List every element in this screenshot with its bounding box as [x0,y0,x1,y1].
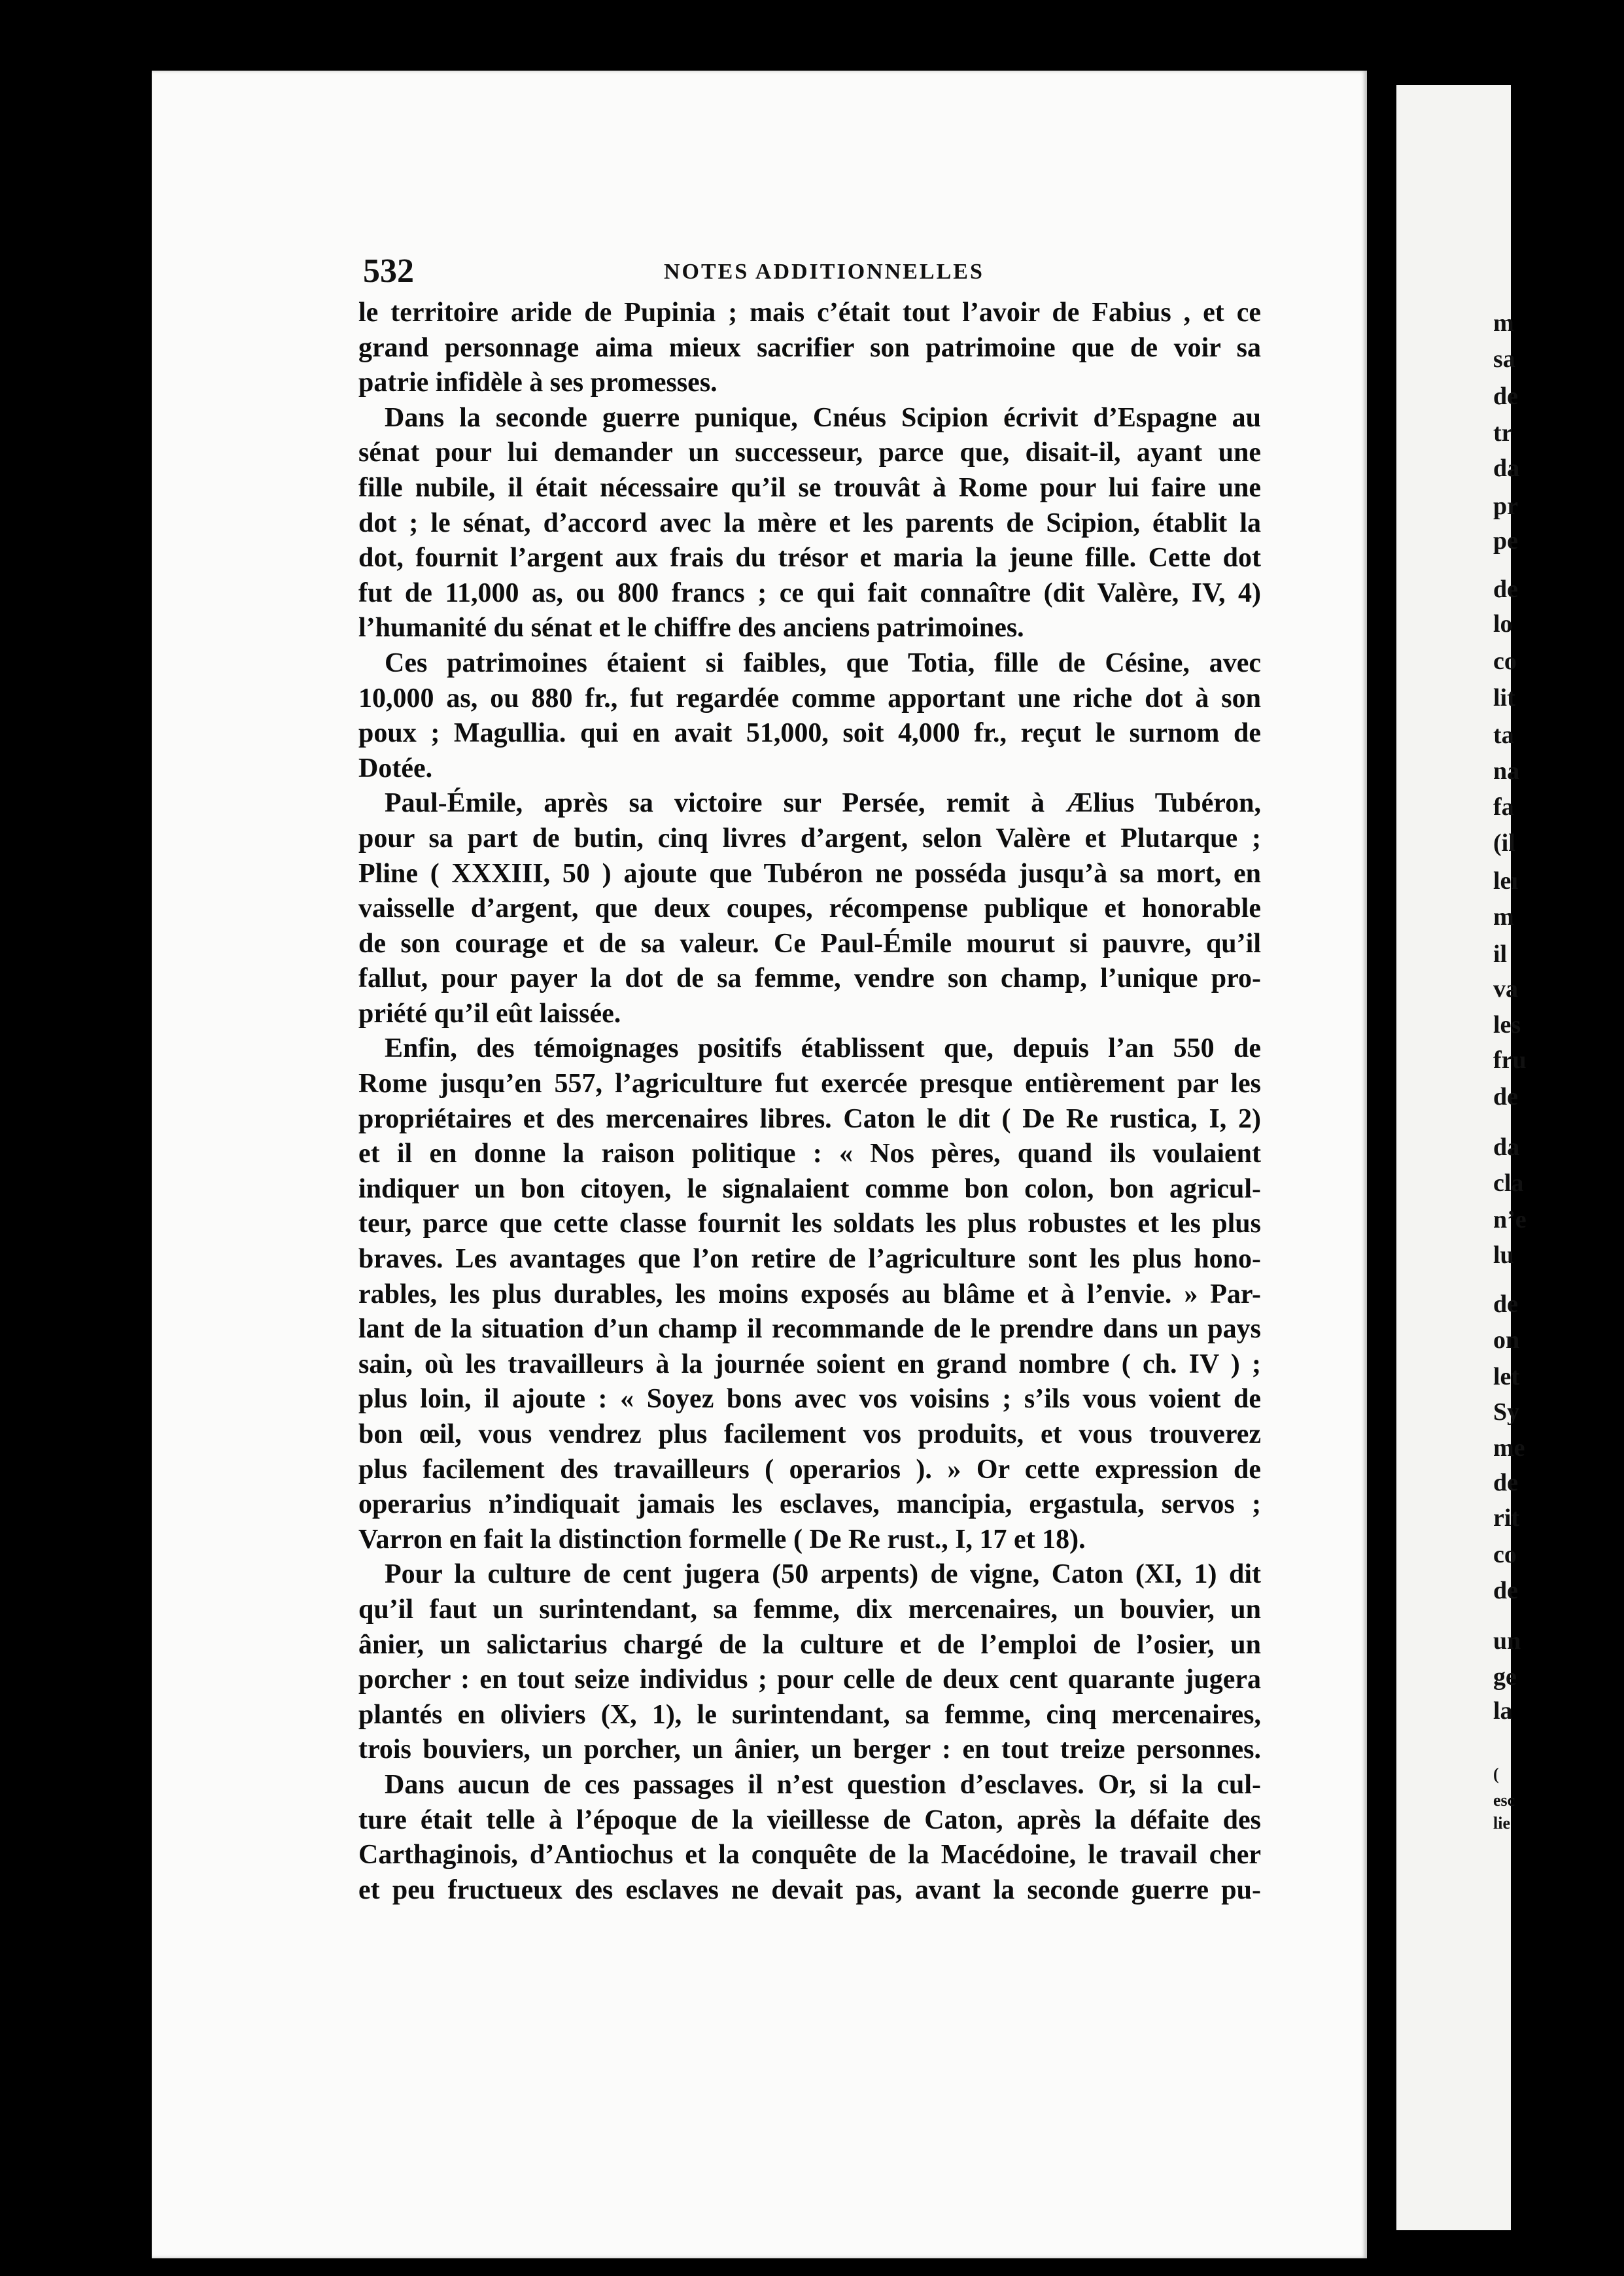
adjacent-page-fragment: de [1493,1290,1518,1318]
adjacent-page-fragment: (il [1493,829,1515,857]
adjacent-page-fragment: de [1493,1083,1518,1111]
text-line: propriétaires et des mercenaires libres. Caton le dit ( De Re rustica, I, 2) [358,1103,1261,1134]
text-line: plus facilement des travailleurs ( operarios ). » Or cette expression de [358,1454,1261,1485]
text-line: Pour la culture de cent jugera (50 arpents) de vigne, Caton (XI, 1) dit [385,1559,1261,1590]
text-line: ânier, un salictarius chargé de la culture et de l’emploi de l’osier, un [358,1629,1261,1660]
text-line: bon œil, vous vendrez plus facilement vos produits, et vous trouverez [358,1419,1261,1449]
adjacent-page-fragment: les [1493,1011,1521,1039]
adjacent-page-edge [1396,85,1527,2230]
adjacent-page-fragment: m [1493,309,1514,337]
text-line: Rome jusqu’en 557, l’agriculture fut exercée presque entièrement par les [358,1069,1261,1099]
text-line: porcher : en tout seize individus ; pour celle de deux cent quarante jugera [358,1664,1261,1695]
adjacent-page-fragment: let [1493,1363,1520,1390]
text-line: teur, parce que cette classe fournit les soldats les plus robustes et les plus [358,1209,1261,1239]
adjacent-page-fragment: da [1493,455,1520,482]
adjacent-page-fragment: cla [1493,1169,1524,1197]
adjacent-page-fragment: co [1493,1541,1517,1568]
adjacent-page-fragment: de [1493,576,1518,603]
adjacent-page-fragment: tr [1493,419,1513,447]
text-line: 10,000 as, ou 880 fr., fut regardée comme apportant une riche dot à son [358,683,1261,714]
adjacent-page-fragment: de [1493,1577,1518,1604]
adjacent-page-fragment: ta [1493,721,1514,749]
adjacent-page-fragment: co [1493,647,1517,675]
adjacent-page-fragment: lo [1493,610,1513,638]
running-title: NOTES ADDITIONNELLES [664,260,984,284]
adjacent-page-fragment: on [1493,1326,1520,1354]
text-line: de son courage et de sa valeur. Ce Paul-Émile mourut si pauvre, qu’il [358,928,1261,959]
adjacent-page-fragment: ( [1493,1765,1499,1784]
text-line: fut de 11,000 as, ou 800 francs ; ce qui fait connaître (dit Valère, IV, 4) [358,578,1261,608]
text-line: vaisselle d’argent, que deux coupes, récompense publique et honorable [358,893,1261,924]
text-line: qu’il faut un surintendant, sa femme, dix mercenaires, un bouvier, un [358,1594,1261,1625]
text-line: priété qu’il eût laissée. [358,998,621,1029]
text-line: plantés en oliviers (X, 1), le surintendant, sa femme, cinq mercenaires, [358,1699,1261,1730]
text-line: fallut, pour payer la dot de sa femme, vendre son champ, l’unique pro- [358,963,1261,994]
text-line: pour sa part de butin, cinq livres d’argent, selon Valère et Plutarque ; [358,823,1261,854]
text-line: sain, où les travailleurs à la journée soient en grand nombre ( ch. IV ) ; [358,1349,1261,1379]
text-line: sénat pour lui demander un successeur, parce que, disait-il, ayant une [358,438,1261,468]
text-line: Dotée. [358,753,433,784]
text-line: dot, fournit l’argent aux frais du trésor et maria la jeune fille. Cette dot [358,543,1261,574]
text-line: plus loin, il ajoute : « Soyez bons avec vos voisins ; s’ils vous voient de [358,1384,1261,1415]
adjacent-page-fragment: pr [1493,492,1518,520]
text-line: Paul-Émile, après sa victoire sur Persée, remit à Ælius Tubéron, [385,788,1261,819]
text-line: Dans aucun de ces passages il n’est question d’esclaves. Or, si la cul- [385,1769,1261,1800]
adjacent-page-fragment: pe [1493,527,1518,555]
text-line: l’humanité du sénat et le chiffre des anciens patrimoines. [358,613,1024,644]
text-line: et peu fructueux des esclaves ne devait pas, avant la seconde guerre pu- [358,1874,1261,1905]
adjacent-page-fragment: m [1493,903,1514,931]
adjacent-page-fragment: fru [1493,1046,1527,1074]
adjacent-page-fragment: sa [1493,345,1515,373]
adjacent-page-fragment: va [1493,975,1518,1003]
body-text [358,296,1261,1908]
adjacent-page-fragment: de [1493,1469,1518,1496]
text-line: Carthaginois, d’Antiochus et la conquête de la Macédoine, le travail cher [358,1840,1261,1871]
adjacent-page-fragment: la [1493,1697,1513,1725]
text-line: lant de la situation d’un champ il recommande de le prendre dans un pays [358,1314,1261,1345]
adjacent-page-fragment: Sy [1493,1398,1520,1426]
text-line: operarius n’indiquait jamais les esclaves, mancipia, ergastula, servos ; [358,1489,1261,1520]
text-line: ture était telle à l’époque de la vieillesse de Caton, après la défaite des [358,1804,1261,1835]
text-line: et il en donne la raison politique : « Nos pères, quand ils voulaient [358,1139,1261,1169]
text-line: grand personnage aima mieux sacrifier son patrimoine que de voir sa [358,332,1261,363]
text-line: Dans la seconde guerre punique, Cnéus Scipion écrivit d’Espagne au [385,402,1261,433]
text-line: dot ; le sénat, d’accord avec la mère et les parents de Scipion, établit la [358,508,1261,538]
text-line: rables, les plus durables, les moins exposés au blâme et à l’envie. » Par- [358,1279,1261,1309]
adjacent-page-fragment: na [1493,757,1520,785]
adjacent-page-fragment: me [1493,1434,1525,1462]
adjacent-page-fragment: ge [1493,1663,1517,1691]
adjacent-page-fragment: da [1493,1133,1520,1161]
adjacent-page-fragment: lu [1493,1241,1514,1269]
page-header [363,252,1266,291]
text-line: Varron en fait la distinction formelle ( De Re rust., I, 17 et 18). [358,1524,1086,1555]
adjacent-page-fragment: esc [1493,1791,1515,1810]
adjacent-page-fragment: de [1493,383,1518,410]
text-line: fille nubile, il était nécessaire qu’il se trouvât à Rome pour lui faire une [358,472,1261,503]
text-line: Enfin, des témoignages positifs établissent que, depuis l’an 550 de [385,1033,1261,1064]
text-line: indiquer un bon citoyen, le signalaient comme bon colon, bon agricul- [358,1173,1261,1204]
adjacent-page-fragment: il [1493,940,1508,968]
text-line: Pline ( XXXIII, 50 ) ajoute que Tubéron ne posséda jusqu’à sa mort, en [358,858,1261,889]
adjacent-page-fragment: fa [1493,793,1514,821]
adjacent-page-fragment: rit [1493,1504,1520,1532]
text-line: trois bouviers, un porcher, un ânier, un berger : en tout treize personnes. [358,1734,1261,1765]
adjacent-page-fragment: un [1493,1627,1521,1655]
adjacent-page-fragment: n’e [1493,1206,1527,1233]
page-number: 532 [363,252,414,290]
text-line: poux ; Magullia. qui en avait 51,000, soit 4,000 fr., reçut le surnom de [358,718,1261,749]
adjacent-page-fragment: lit [1493,684,1515,712]
text-line: Ces patrimoines étaient si faibles, que Totia, fille de Césine, avec [385,647,1261,678]
adjacent-page-fragment: lie [1493,1814,1510,1833]
text-line: le territoire aride de Pupinia ; mais c’était tout l’avoir de Fabius , et ce [358,298,1261,328]
text-line: braves. Les avantages que l’on retire de l’agriculture sont les plus hono- [358,1244,1261,1275]
adjacent-page-fragment: leı [1493,867,1518,895]
text-line: patrie infidèle à ses promesses. [358,368,717,398]
